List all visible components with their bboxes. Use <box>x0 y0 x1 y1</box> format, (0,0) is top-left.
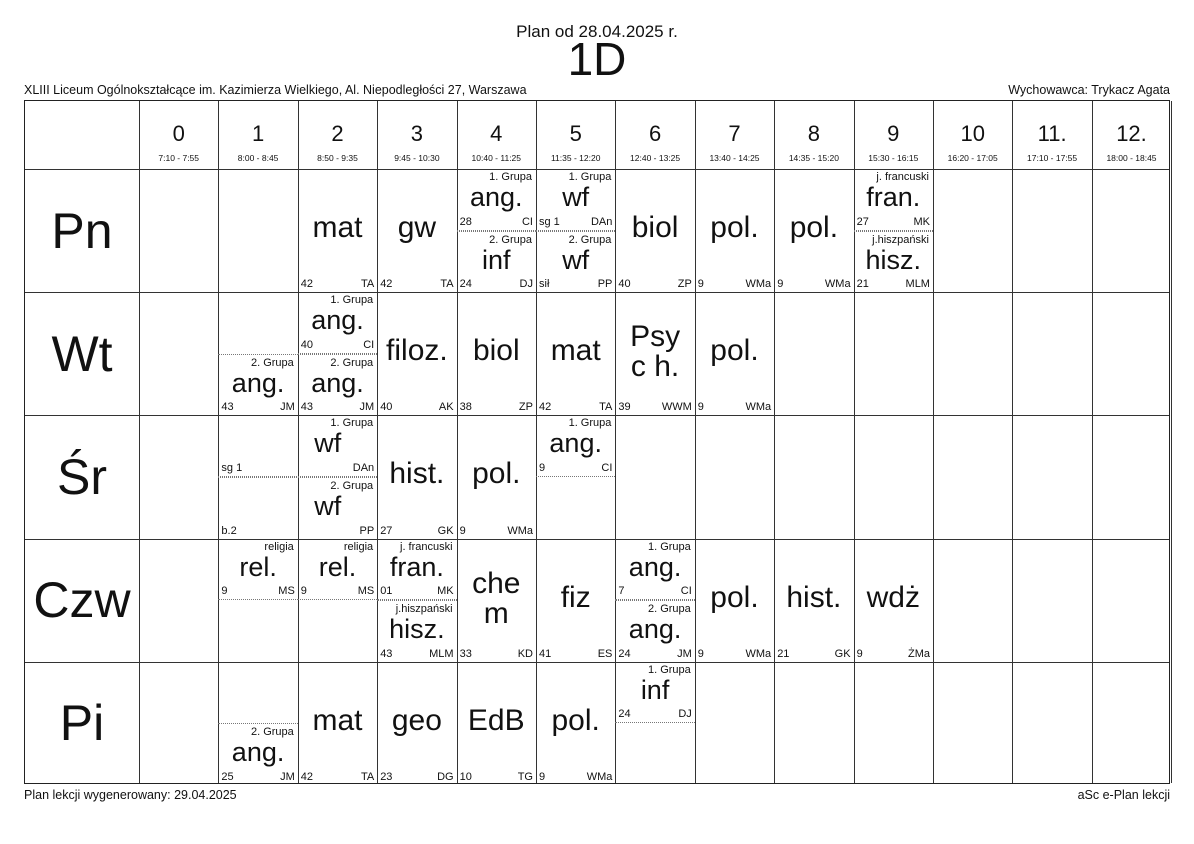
lesson-subject: inf <box>640 674 670 705</box>
lesson-subject: hist. <box>786 580 842 614</box>
lesson-group: 1. Grupa <box>330 294 374 307</box>
lesson-room: 43 <box>380 647 393 660</box>
lesson-teacher: DG <box>437 770 454 783</box>
period-time: 15:30 - 16:15 <box>868 153 919 163</box>
lesson-subject: EdB <box>467 703 525 737</box>
lesson-cell[interactable] <box>377 539 456 601</box>
lesson-subject: mat <box>550 334 601 368</box>
lesson-teacher: ZP <box>518 401 533 414</box>
lesson-room: 24 <box>618 708 631 721</box>
lesson-group: j. francuski <box>876 171 929 183</box>
lesson-room: 43 <box>300 401 314 414</box>
lesson-teacher: WMa <box>507 524 533 537</box>
lesson-room: 9 <box>856 647 863 660</box>
lesson-teacher: WMa <box>745 647 772 660</box>
lesson-cell[interactable] <box>536 231 615 293</box>
lesson-teacher: DAn <box>590 215 613 228</box>
lesson-teacher: TA <box>360 278 375 291</box>
lesson-room: 40 <box>380 401 393 414</box>
lesson-teacher: TA <box>360 770 375 783</box>
lesson-subject: ang. <box>311 367 364 398</box>
lesson-room: 43 <box>221 401 234 414</box>
lesson-subject: ang. <box>628 551 682 582</box>
lesson-teacher: ZP <box>677 278 692 291</box>
lesson-cell[interactable] <box>615 662 694 724</box>
lesson-subject: inf <box>482 244 511 275</box>
lesson-cell[interactable] <box>298 354 377 416</box>
lesson-cell[interactable] <box>377 292 456 415</box>
lesson-group: 2. Grupa <box>647 603 691 616</box>
lesson-room: 21 <box>777 647 790 660</box>
lesson-subject: hisz. <box>865 244 922 275</box>
lesson-teacher: DJ <box>678 708 692 721</box>
period-time: 9:45 - 10:30 <box>394 153 440 163</box>
day-label: Wt <box>51 325 113 382</box>
lesson-teacher: JM <box>280 770 295 783</box>
lesson-cell[interactable] <box>536 539 615 662</box>
lesson-cell[interactable] <box>615 292 694 415</box>
lesson-cell[interactable] <box>854 539 933 662</box>
lesson-teacher: JM <box>677 647 692 660</box>
lesson-room: b.2 <box>221 524 237 537</box>
day-label: Czw <box>33 572 131 629</box>
lesson-cell[interactable] <box>536 169 615 231</box>
period-header <box>218 101 297 169</box>
column-divider <box>139 101 140 783</box>
period-time: 8:50 - 9:35 <box>317 153 358 163</box>
lesson-group: 2. Grupa <box>330 356 374 369</box>
lesson-cell[interactable] <box>695 539 774 662</box>
lesson-subject: wf <box>562 182 590 212</box>
lesson-room: 01 <box>380 585 393 598</box>
lesson-subject: mat <box>312 211 363 244</box>
lesson-cell[interactable] <box>695 292 774 415</box>
lesson-cell[interactable] <box>298 292 377 354</box>
lesson-cell[interactable] <box>457 539 536 662</box>
lesson-subject: biol <box>472 334 520 368</box>
lesson-cell[interactable] <box>854 169 933 231</box>
lesson-teacher: CI <box>680 585 692 598</box>
column-divider <box>933 101 934 783</box>
period-time: 10:40 - 11:25 <box>471 153 522 163</box>
timetable-grid <box>24 100 1170 784</box>
lesson-room: 7 <box>618 585 625 598</box>
period-time: 17:10 - 17:55 <box>1027 153 1078 163</box>
lesson-group: 2. Grupa <box>489 233 532 246</box>
lesson-group: 1. Grupa <box>568 171 612 183</box>
lesson-teacher: ES <box>597 647 613 660</box>
school-info: XLIII Liceum Ogólnokształcące im. Kazimierza Wielkiego, Al. Niepodległości 27, Warszawa <box>24 83 527 97</box>
lesson-cell[interactable] <box>457 169 536 231</box>
lesson-cell[interactable] <box>615 539 694 601</box>
lesson-teacher: DJ <box>519 278 533 291</box>
lesson-cell[interactable] <box>377 169 456 292</box>
lesson-room: 40 <box>618 278 631 291</box>
lesson-room: 9 <box>539 770 546 783</box>
lesson-group: 1. Grupa <box>568 417 612 430</box>
plan-date: Plan od 28.04.2025 r. <box>516 22 678 41</box>
lesson-cell[interactable] <box>218 477 377 539</box>
period-number: 3 <box>410 121 423 146</box>
lesson-subject: ang. <box>231 737 285 768</box>
period-header <box>1092 101 1171 169</box>
lesson-cell[interactable] <box>377 662 456 785</box>
lesson-room: 28 <box>459 215 472 228</box>
lesson-subject: gw <box>397 211 437 244</box>
lesson-subject: ang. <box>231 367 285 398</box>
period-header <box>774 101 853 169</box>
period-time: 16:20 - 17:05 <box>947 153 998 163</box>
lesson-subject: ang. <box>549 428 602 459</box>
period-time: 11:35 - 12:20 <box>550 153 601 163</box>
lesson-teacher: GK <box>834 647 851 660</box>
lesson-group: religia <box>343 540 374 553</box>
lesson-room: 9 <box>697 278 704 291</box>
lesson-teacher: WWM <box>661 401 692 414</box>
lesson-subject: fran. <box>866 182 921 212</box>
lesson-cell[interactable] <box>377 600 456 662</box>
lesson-cell[interactable] <box>457 415 536 538</box>
lesson-room: 27 <box>856 215 869 228</box>
period-header <box>695 101 774 169</box>
period-header <box>933 101 1012 169</box>
lesson-group: j.hiszpański <box>872 233 929 246</box>
lesson-subject: geo <box>391 703 442 737</box>
lesson-room: 9 <box>777 278 784 291</box>
lesson-teacher: KD <box>517 647 533 660</box>
software-credit: aSc e-Plan lekcji <box>1077 788 1170 802</box>
lesson-teacher: GK <box>437 524 454 537</box>
lesson-room: sg 1 <box>221 461 243 474</box>
period-number: 5 <box>569 121 582 146</box>
lesson-cell[interactable] <box>615 600 694 662</box>
period-time: 12:40 - 13:25 <box>630 153 681 163</box>
period-number: 6 <box>648 121 662 146</box>
lesson-teacher: WMa <box>745 401 772 414</box>
lesson-subject: ang. <box>311 305 364 336</box>
period-header <box>854 101 933 169</box>
period-number: 9 <box>887 121 900 146</box>
tutor-info: Wychowawca: Trykacz Agata <box>1008 83 1170 97</box>
lesson-room: 21 <box>856 278 869 291</box>
lesson-room: 9 <box>697 647 704 660</box>
lesson-group: j.hiszpański <box>395 603 453 616</box>
lesson-group: 2. Grupa <box>250 726 294 739</box>
period-number: 12. <box>1116 121 1147 146</box>
lesson-subject: fran. <box>389 551 444 582</box>
lesson-room: sg 1 <box>539 215 560 228</box>
lesson-cell[interactable] <box>218 723 297 785</box>
lesson-subject: Psyc h. <box>630 320 681 384</box>
lesson-cell[interactable] <box>457 662 536 785</box>
lesson-teacher: WMa <box>824 278 851 291</box>
lesson-teacher: MLM <box>429 647 454 660</box>
period-number: 11. <box>1037 121 1067 146</box>
lesson-group: 2. Grupa <box>330 480 374 492</box>
lesson-cell[interactable] <box>377 415 456 538</box>
lesson-room: sił <box>539 278 550 291</box>
lesson-subject: ang. <box>628 614 682 645</box>
lesson-cell[interactable] <box>457 292 536 415</box>
lesson-teacher: MK <box>913 215 930 228</box>
lesson-subject: mat <box>312 703 363 737</box>
period-header <box>457 101 536 169</box>
lesson-teacher: TG <box>517 770 533 783</box>
lesson-cell[interactable] <box>854 231 933 293</box>
lesson-teacher: WMa <box>586 770 613 783</box>
lesson-subject: che m <box>472 566 521 630</box>
lesson-subject: wf <box>314 428 342 459</box>
lesson-teacher: ŻMa <box>907 647 930 660</box>
lesson-teacher: TA <box>440 278 454 291</box>
lesson-group: 2. Grupa <box>250 356 294 369</box>
period-number: 10 <box>960 121 985 146</box>
lesson-subject: pol. <box>710 334 759 368</box>
lesson-cell[interactable] <box>457 231 536 293</box>
lesson-teacher: DAn <box>352 461 375 474</box>
day-label: Śr <box>57 448 107 505</box>
lesson-teacher: MS <box>278 585 295 598</box>
period-number: 1 <box>251 121 265 146</box>
lesson-subject: wdż <box>866 580 920 614</box>
lesson-room: 24 <box>459 278 472 291</box>
lesson-room: 33 <box>459 647 472 660</box>
lesson-teacher: WMa <box>745 278 772 291</box>
lesson-teacher: CI <box>363 338 375 351</box>
lesson-cell[interactable] <box>536 415 615 477</box>
column-divider <box>1012 101 1013 783</box>
lesson-cell[interactable] <box>536 292 615 415</box>
lesson-teacher: MK <box>437 585 454 598</box>
lesson-subject: pol. <box>710 580 759 614</box>
lesson-cell[interactable] <box>695 169 774 292</box>
lesson-subject: wf <box>314 491 342 521</box>
period-number: 0 <box>172 121 185 146</box>
day-label: Pn <box>51 202 113 259</box>
lesson-group: 1. Grupa <box>489 171 532 183</box>
lesson-room: 42 <box>539 401 552 414</box>
lesson-subject: hist. <box>389 457 445 491</box>
generated-date: Plan lekcji wygenerowany: 29.04.2025 <box>24 788 237 802</box>
lesson-cell[interactable] <box>774 539 853 662</box>
lesson-room: 9 <box>459 524 466 537</box>
period-time: 13:40 - 14:25 <box>709 153 760 163</box>
lesson-teacher: AK <box>438 401 454 414</box>
lesson-cell[interactable] <box>298 662 377 785</box>
lesson-teacher: MS <box>357 585 375 598</box>
lesson-room: 27 <box>380 524 393 537</box>
period-time: 18:00 - 18:45 <box>1106 153 1157 163</box>
period-header <box>377 101 456 169</box>
lesson-cell[interactable] <box>298 169 377 292</box>
lesson-teacher: JM <box>359 401 375 414</box>
lesson-subject: wf <box>562 244 590 275</box>
lesson-teacher: PP <box>597 278 613 291</box>
lesson-teacher: MLM <box>905 278 930 291</box>
lesson-room: 9 <box>221 585 228 598</box>
lesson-group: 1. Grupa <box>330 417 374 430</box>
lesson-room: 25 <box>221 770 234 783</box>
lesson-group: 2. Grupa <box>568 233 612 246</box>
period-number: 8 <box>807 121 820 146</box>
lesson-room: 10 <box>459 770 472 783</box>
lesson-cell[interactable] <box>218 539 297 601</box>
lesson-room: 42 <box>300 770 314 783</box>
lesson-subject: pol. <box>551 703 600 737</box>
lesson-subject: biol <box>631 211 679 244</box>
period-header <box>298 101 377 169</box>
period-time: 8:00 - 8:45 <box>237 153 279 163</box>
lesson-subject: hisz. <box>389 614 445 645</box>
lesson-cell[interactable] <box>615 169 694 292</box>
lesson-group: 1. Grupa <box>647 540 691 553</box>
column-divider <box>1092 101 1093 783</box>
lesson-cell[interactable] <box>218 354 297 416</box>
lesson-subject: ang. <box>470 182 523 212</box>
lesson-subject: rel. <box>239 551 277 582</box>
lesson-room: 42 <box>300 278 314 291</box>
day-label: Pi <box>59 695 105 752</box>
lesson-cell[interactable] <box>298 539 377 601</box>
column-divider <box>1171 101 1172 783</box>
lesson-room: 39 <box>618 401 631 414</box>
period-header <box>615 101 694 169</box>
lesson-room: 41 <box>539 647 552 660</box>
lesson-cell[interactable] <box>218 415 377 477</box>
lesson-subject: pol. <box>472 457 521 491</box>
period-number: 2 <box>331 121 344 146</box>
lesson-subject: fiz <box>560 580 591 614</box>
lesson-room: 23 <box>380 770 393 783</box>
lesson-subject: filoz. <box>386 334 448 368</box>
lesson-group: j. francuski <box>400 540 453 553</box>
lesson-group: religia <box>264 540 294 553</box>
lesson-room: 38 <box>459 401 472 414</box>
lesson-subject: pol. <box>789 211 839 244</box>
period-header <box>139 101 218 169</box>
lesson-group: 1. Grupa <box>647 663 691 676</box>
lesson-subject: rel. <box>318 551 357 582</box>
period-number: 7 <box>728 121 741 146</box>
period-header <box>1012 101 1091 169</box>
lesson-room: 42 <box>380 278 393 291</box>
period-number: 4 <box>490 121 503 146</box>
class-name: 1D <box>567 33 627 85</box>
lesson-teacher: JM <box>280 401 295 414</box>
lesson-room: 24 <box>618 647 631 660</box>
period-header <box>536 101 615 169</box>
lesson-cell[interactable] <box>774 169 853 292</box>
lesson-subject: pol. <box>710 211 759 244</box>
lesson-room: 9 <box>539 461 546 474</box>
period-time: 14:35 - 15:20 <box>788 153 839 163</box>
lesson-teacher: PP <box>359 524 375 537</box>
lesson-room: 9 <box>697 401 704 414</box>
lesson-room: 40 <box>300 338 314 351</box>
period-time: 7:10 - 7:55 <box>158 153 200 163</box>
lesson-cell[interactable] <box>536 662 615 785</box>
lesson-teacher: CI <box>601 461 613 474</box>
lesson-teacher: TA <box>599 401 613 414</box>
lesson-room: 9 <box>300 585 307 598</box>
lesson-teacher: CI <box>521 215 533 228</box>
